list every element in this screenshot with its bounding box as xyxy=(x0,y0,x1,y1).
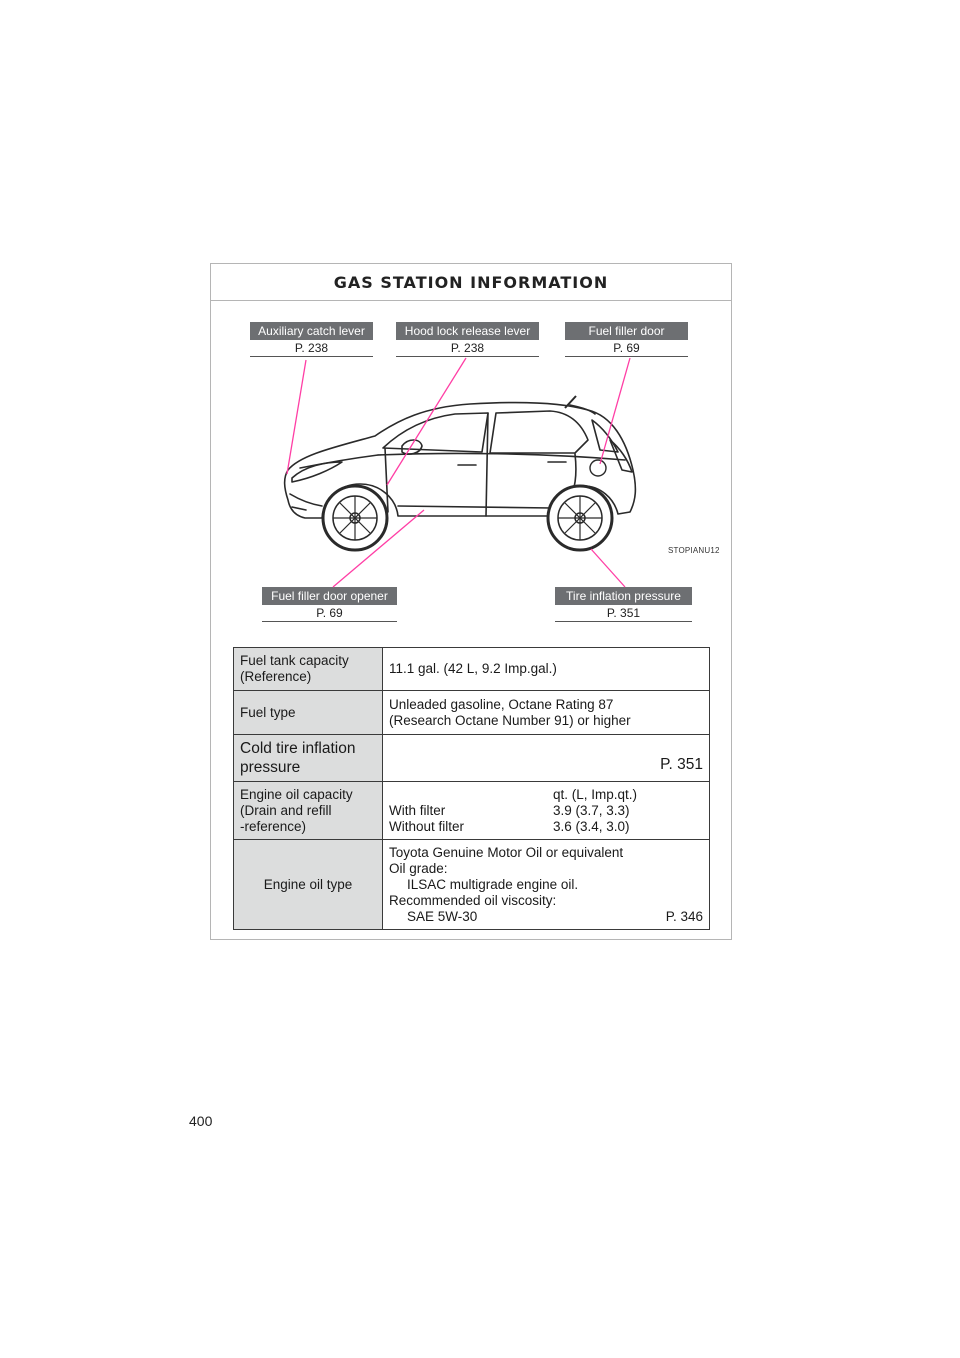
callout-label: Auxiliary catch lever xyxy=(250,322,373,340)
image-code: STOPIANU12 xyxy=(668,546,720,555)
label-cell xyxy=(234,735,383,782)
label-cell xyxy=(234,840,383,930)
callout-auxiliary-catch-lever xyxy=(250,322,373,357)
gas-station-spec-table xyxy=(233,647,710,930)
label-text: Engine oil capacity xyxy=(240,786,353,802)
fuel-type-value: Unleaded gasoline, Octane Rating 87 xyxy=(389,696,614,712)
value-cell xyxy=(383,691,710,735)
callout-fuel-filler-door xyxy=(565,322,688,357)
label-text: Cold tire inflation xyxy=(240,740,356,757)
callout-page-ref: P. 238 xyxy=(250,340,373,357)
oil-capacity-unit: qt. (L, Imp.qt.) xyxy=(553,786,638,802)
oil-type-line: Oil grade: xyxy=(389,860,448,876)
callout-fuel-filler-door-opener xyxy=(262,587,397,622)
label-text: pressure xyxy=(240,759,301,776)
callout-label: Fuel filler door xyxy=(565,322,688,340)
label-text: Fuel type xyxy=(240,704,296,720)
callout-label: Fuel filler door opener xyxy=(262,587,397,605)
callout-tire-inflation-pressure xyxy=(555,587,692,622)
page-title: GAS STATION INFORMATION xyxy=(333,272,609,292)
with-filter-value: 3.9 (3.7, 3.3) xyxy=(553,802,630,818)
callout-page-ref: P. 351 xyxy=(555,605,692,622)
callout-hood-lock-release-lever xyxy=(396,322,539,357)
oil-type-line: Toyota Genuine Motor Oil or equivalent xyxy=(389,844,624,860)
fuel-type-value: (Research Octane Number 91) or higher xyxy=(389,712,631,728)
callout-page-ref: P. 69 xyxy=(565,340,688,357)
table-row-engine-oil-capacity xyxy=(234,782,710,840)
label-text: -reference) xyxy=(240,818,307,834)
oil-capacity-grid xyxy=(389,787,703,835)
callout-page-ref: P. 69 xyxy=(262,605,397,622)
label-cell xyxy=(234,691,383,735)
callout-label: Hood lock release lever xyxy=(396,322,539,340)
label-text: (Drain and refill xyxy=(240,802,332,818)
oil-type-line: ILSAC multigrade engine oil. xyxy=(407,876,579,892)
value-cell xyxy=(383,840,710,930)
table-row-fuel-type xyxy=(234,691,710,735)
oil-type-page-ref: P. 346 xyxy=(665,908,703,924)
table-row-fuel-tank xyxy=(234,648,710,691)
oil-viscosity-value: SAE 5W-30 xyxy=(407,908,478,924)
without-filter-value: 3.6 (3.4, 3.0) xyxy=(553,818,630,834)
title-bar xyxy=(211,264,731,301)
label-text: (Reference) xyxy=(240,669,312,684)
label-text: Fuel tank capacity xyxy=(240,653,349,668)
page-number: 400 xyxy=(189,1113,213,1129)
table-row-engine-oil-type xyxy=(234,840,710,930)
cold-tire-page-ref: P. 351 xyxy=(660,756,703,773)
value-cell xyxy=(383,735,710,782)
callout-page-ref: P. 238 xyxy=(396,340,539,357)
value-cell xyxy=(383,782,710,840)
label-cell xyxy=(234,782,383,840)
with-filter-label: With filter xyxy=(389,802,446,818)
oil-viscosity-row xyxy=(389,909,703,925)
fuel-tank-capacity-value: 11.1 gal. (42 L, 9.2 Imp.gal.) xyxy=(389,661,557,676)
callout-label: Tire inflation pressure xyxy=(555,587,692,605)
oil-type-line: Recommended oil viscosity: xyxy=(389,892,557,908)
value-cell xyxy=(383,648,710,691)
without-filter-label: Without filter xyxy=(389,818,465,834)
table-row-cold-tire xyxy=(234,735,710,782)
label-cell xyxy=(234,648,383,691)
label-text: Engine oil type xyxy=(263,876,353,892)
